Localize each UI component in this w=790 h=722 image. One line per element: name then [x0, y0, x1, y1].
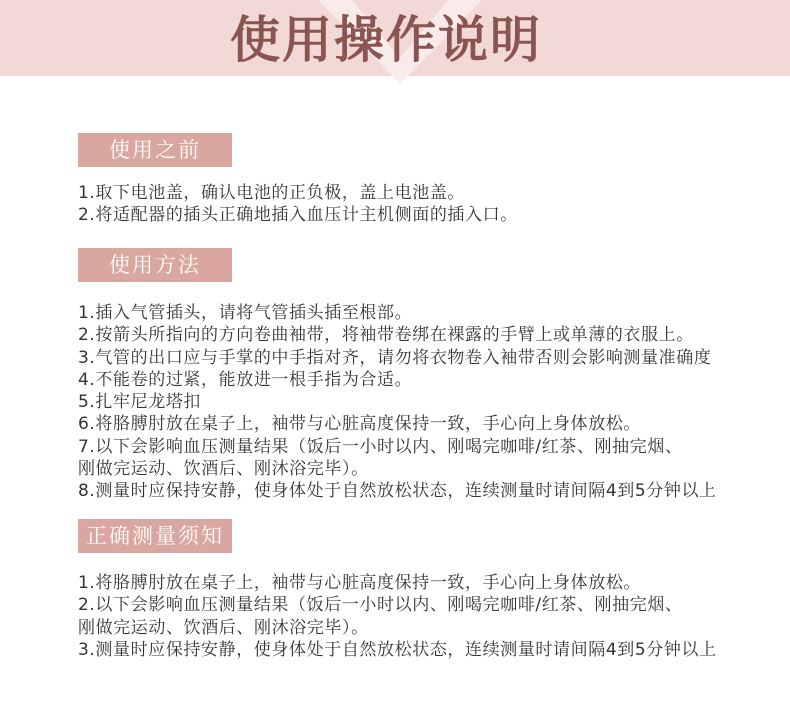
instruction-line: 1.插入气管插头，请将气管插头插至根部。 [78, 303, 413, 323]
instruction-line: 1.将胳膊肘放在桌子上，袖带与心脏高度保持一致，手心向上身体放松。 [78, 573, 642, 593]
section-tag-before-use: 使用之前 [78, 133, 232, 167]
section-before-use-list [78, 182, 778, 227]
instruction-line: 2.按箭头所指向的方向卷曲袖带，将袖带卷绑在裸露的手臂上或单薄的衣服上。 [78, 325, 694, 346]
instruction-line: 3.测量时应保持安静，使身体处于自然放松状态，连续测量时请间隔4到5分钟以上 [78, 639, 717, 660]
section-tag-usage-method: 使用方法 [78, 248, 232, 282]
instruction-line: 6.将胳膊肘放在桌子上，袖带与心脏高度保持一致，手心向上身体放松。 [78, 414, 642, 435]
section-tag-measurement-notes: 正确测量须知 [78, 519, 232, 553]
instruction-line: 7.以下会影响血压测量结果（饭后一小时以内、刚喝完咖啡/红茶、刚抽完烟、 [78, 436, 683, 457]
instruction-line: 1.取下电池盖，确认电池的正负极，盖上电池盖。 [78, 183, 466, 203]
instruction-line: 3.气管的出口应与手掌的中手指对齐，请勿将衣物卷入袖带否则会影响测量准确度 [78, 347, 712, 368]
instruction-line: 2.以下会影响血压测量结果（饭后一小时以内、刚喝完咖啡/红茶、刚抽完烟、 [78, 595, 683, 616]
instruction-line-continuation: 刚做完运动、饮酒后、刚沐浴完毕）。 [78, 459, 369, 480]
instruction-line: 5.扎牢尼龙塔扣 [78, 392, 202, 413]
instruction-line: 8.测量时应保持安静，使身体处于自然放松状态，连续测量时请间隔4到5分钟以上 [78, 481, 717, 502]
section-usage-method-list [78, 302, 778, 503]
header-banner [0, 0, 790, 84]
instruction-line-continuation: 刚做完运动、饮酒后、刚沐浴完毕）。 [78, 617, 369, 638]
section-measurement-notes-list [78, 572, 778, 661]
instruction-line: 2.将适配器的插头正确地插入血压计主机侧面的插入口。 [78, 205, 518, 226]
instruction-line: 4.不能卷的过紧，能放进一根手指为合适。 [78, 369, 413, 390]
page-title: 使用操作说明 [230, 11, 542, 69]
